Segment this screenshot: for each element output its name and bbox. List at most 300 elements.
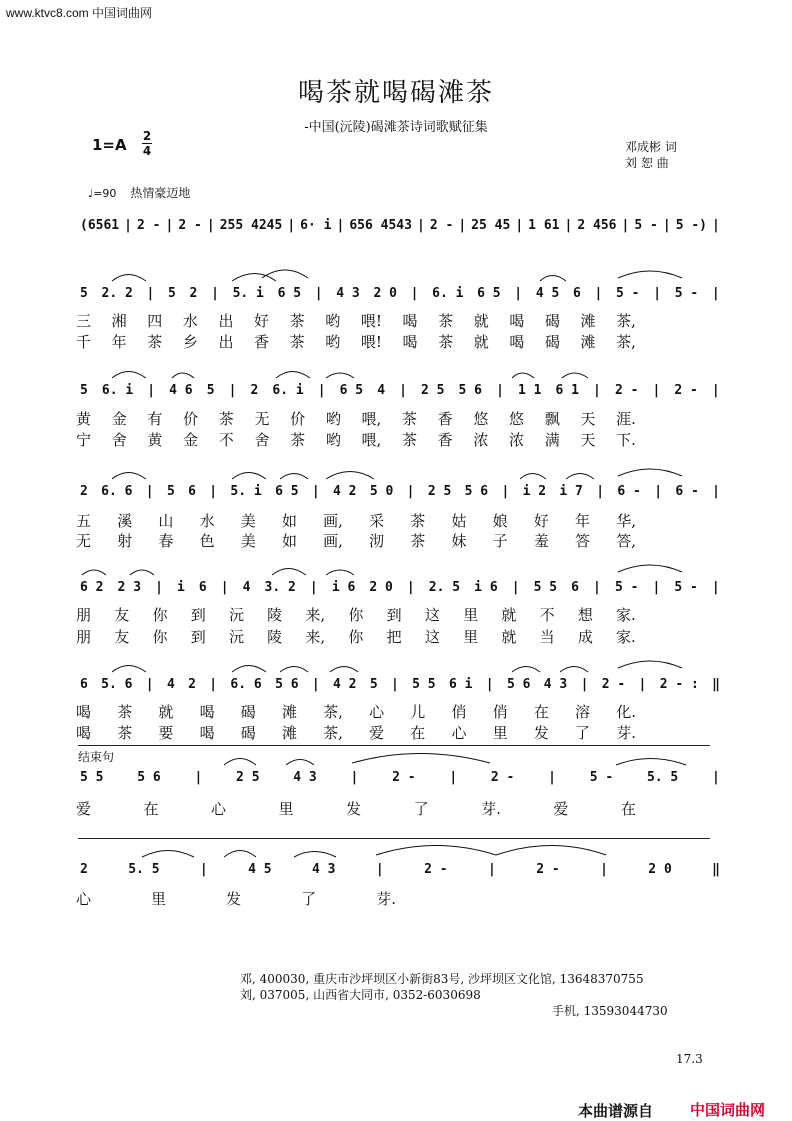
note-group: 5. i <box>230 484 262 499</box>
lyric-syllable: 朋 <box>76 628 92 646</box>
lyric-syllable: 三 <box>76 312 92 330</box>
lyric-syllable: 要 <box>158 724 174 742</box>
lyric-syllable: 就 <box>473 333 489 351</box>
barline: | <box>311 484 320 499</box>
lyric-syllable: 来, <box>305 628 326 646</box>
note-group: 4 2 <box>333 484 357 499</box>
note-group: 5 <box>206 383 215 398</box>
lyric-syllable: 好 <box>254 312 270 330</box>
note-group: 6 - <box>675 484 699 499</box>
barline: | <box>165 218 174 233</box>
lyric-syllable: 满 <box>544 431 560 449</box>
composer-credit: 刘 恕 曲 <box>625 156 669 170</box>
note-group: 4 <box>377 383 386 398</box>
barline: | <box>309 580 318 595</box>
barline: | <box>336 218 345 233</box>
lyric-syllable: 涯. <box>616 410 636 428</box>
lyric-syllable: 黄 <box>76 410 92 428</box>
barline: | <box>580 677 589 692</box>
slur <box>112 275 146 282</box>
note-group: 2 <box>80 484 88 499</box>
note-group: 5 - <box>589 770 614 785</box>
note-group: 656 4543 <box>349 218 412 233</box>
lyric-syllable: 喂! <box>360 312 382 330</box>
barline: | <box>501 484 510 499</box>
lyric-syllable: 哟 <box>325 333 341 351</box>
barline: | <box>652 580 661 595</box>
note-group: 2 - <box>137 218 161 233</box>
barline: | <box>375 862 384 877</box>
note-group: 2 3 <box>117 580 142 595</box>
lyric-syllable: 五 <box>76 512 92 530</box>
lyric-syllable: 了 <box>575 724 591 742</box>
note-group: 5 - <box>674 580 698 595</box>
lyric-syllable: 俏 <box>492 703 508 721</box>
lyric-syllable: 画, <box>323 512 343 530</box>
lyric-syllable: 芽. <box>376 890 396 908</box>
lyric-syllable: 儿 <box>410 703 426 721</box>
slur <box>618 469 682 476</box>
lyric-syllable: 爱 <box>553 800 569 818</box>
slur <box>618 271 682 278</box>
slur <box>224 851 256 858</box>
lyric-syllable: 喝 <box>199 703 215 721</box>
barline: | <box>593 383 601 398</box>
coda-label: 结束句 <box>78 750 115 764</box>
lyric-syllable: 爱 <box>76 800 92 818</box>
lyric-syllable: 茶 <box>117 724 133 742</box>
lyric-syllable: 就 <box>473 312 489 330</box>
barline: | <box>548 770 556 785</box>
lyric-syllable: 你 <box>152 606 168 624</box>
slur <box>326 373 354 378</box>
note-group: 2 5 <box>427 484 452 499</box>
slur <box>520 474 546 480</box>
note-group: 5 - <box>674 286 699 301</box>
lyric-syllable: 悠 <box>509 410 525 428</box>
barline: | <box>209 484 218 499</box>
lyric-syllable: 茶, <box>616 312 636 330</box>
lyric-syllable: 你 <box>348 628 364 646</box>
lyric-syllable: 你 <box>348 606 364 624</box>
slur <box>276 372 310 379</box>
slur <box>352 754 490 764</box>
lyric-syllable: 就 <box>158 703 174 721</box>
lyric-syllable: 滩 <box>580 312 596 330</box>
note-group: 4 3 <box>312 862 336 877</box>
barline: | <box>653 286 662 301</box>
barline: | <box>487 862 496 877</box>
slur <box>280 474 308 480</box>
note-group: 4 <box>242 580 251 595</box>
lyric-syllable: 你 <box>152 628 168 646</box>
note-group: 2 5 <box>236 770 260 785</box>
lyric-syllable: 爱 <box>369 724 385 742</box>
barline: | <box>145 677 154 692</box>
note-group: 2 - <box>429 218 454 233</box>
note-group: 6 <box>80 677 88 692</box>
barline: | <box>199 862 208 877</box>
note-group: 5 0 <box>369 484 394 499</box>
lyric-syllable: 如 <box>281 512 297 530</box>
note-group: 5. 6 <box>101 677 133 692</box>
lyric-syllable: 当 <box>539 628 555 646</box>
lyric-syllable: 天 <box>580 410 596 428</box>
lyric-syllable: 喝 <box>509 333 525 351</box>
barline: | <box>514 286 523 301</box>
lyric-syllable: 金 <box>111 410 127 428</box>
note-group: 6 5 <box>275 484 299 499</box>
slur <box>280 667 308 673</box>
lyric-syllable: 射 <box>117 532 133 550</box>
note-group: 2 <box>188 677 196 692</box>
lyric-syllable: 出 <box>218 333 234 351</box>
lyric-syllable: 茶 <box>147 333 163 351</box>
lyric-syllable: 香 <box>437 431 453 449</box>
lyric-syllable: 在 <box>533 703 549 721</box>
lyric-syllable: 喝 <box>402 333 418 351</box>
lyric-syllable: 不 <box>218 431 234 449</box>
lyric-syllable: 茶 <box>289 312 305 330</box>
lyric-syllable: 茶 <box>290 431 306 449</box>
barline: | <box>511 580 520 595</box>
lyric-syllable: 发 <box>346 800 362 818</box>
lyric-syllable: 哟 <box>325 312 341 330</box>
slur-group <box>82 270 686 857</box>
barline: | <box>712 770 720 785</box>
note-group: 6 <box>572 286 581 301</box>
note-group: 1 61 <box>528 218 560 233</box>
lyric-syllable: 陵 <box>267 606 283 624</box>
note-group: 6. 6 <box>101 484 133 499</box>
note-group: 2. 2 <box>101 286 133 301</box>
note-group: 4 6 <box>169 383 193 398</box>
lyric-syllable: 茶 <box>438 333 454 351</box>
note-group: 6 <box>188 484 196 499</box>
note-group: 2 - <box>674 383 698 398</box>
slur <box>618 661 682 668</box>
barline: | <box>711 580 720 595</box>
lyric-syllable: 里 <box>492 724 508 742</box>
note-group: 2 0 <box>373 286 397 301</box>
barline: | <box>662 218 671 233</box>
barline: | <box>416 218 425 233</box>
barline: | <box>515 218 524 233</box>
lyric-syllable: 沏 <box>369 532 385 550</box>
lyric-syllable: 乡 <box>182 333 198 351</box>
note-group: i 7 <box>559 484 583 499</box>
note-group: 5. 5 <box>128 862 160 877</box>
note-group: 2 0 <box>648 862 672 877</box>
barline: | <box>712 484 720 499</box>
lyric-syllable: 喝 <box>76 703 92 721</box>
barline: | <box>317 383 326 398</box>
lyric-syllable: 子 <box>492 532 508 550</box>
lyric-syllable: 价 <box>290 410 306 428</box>
barline: | <box>194 770 203 785</box>
note-group: 6. 6 <box>230 677 262 692</box>
note-group: 5 <box>166 484 175 499</box>
barline: | <box>391 677 399 692</box>
lyricist-credit: 邓成彬 词 <box>625 140 677 154</box>
note-group: 6 - <box>617 484 641 499</box>
lyric-syllable: 茶 <box>410 532 426 550</box>
lyric-syllable: 香 <box>437 410 453 428</box>
note-group: 6 5 <box>277 286 302 301</box>
slur <box>566 474 594 480</box>
lyric-syllable: 年 <box>111 333 127 351</box>
note-group: 2 - <box>490 770 515 785</box>
lyric-syllable: 家. <box>616 606 636 624</box>
time-sig-top: 2 <box>142 129 152 143</box>
lyric-syllable: 喂, <box>361 431 382 449</box>
contact-composer: 刘, 037005, 山西省大同市, 0352-6030698 <box>240 988 481 1002</box>
lyric-syllable: 俏 <box>451 703 467 721</box>
lyric-syllable: 下. <box>616 431 636 449</box>
note-group: 6. i <box>272 383 304 398</box>
slur <box>142 851 194 858</box>
note-group: 5 - <box>614 580 639 595</box>
note-group: 6 <box>571 580 579 595</box>
note-group: i 6 <box>474 580 498 595</box>
slur <box>618 565 682 572</box>
note-group: 2 <box>80 862 88 877</box>
lyric-syllable: 色 <box>199 532 215 550</box>
note-group: 5 <box>168 286 176 301</box>
lyric-syllable: 茶 <box>401 410 417 428</box>
note-group: 2 - <box>601 677 626 692</box>
contact-mobile: 手机, 13593044730 <box>552 1004 668 1018</box>
lyric-syllable: 就 <box>501 628 517 646</box>
lyric-syllable: 溪 <box>117 512 133 530</box>
note-group: 5. i <box>232 286 264 301</box>
note-group: 5 - <box>616 286 640 301</box>
lyric-syllable: 沅 <box>228 628 244 646</box>
site-header[interactable]: www.ktvc8.com 中国词曲网 <box>6 6 153 20</box>
slur <box>616 759 686 766</box>
barline: | <box>621 218 630 233</box>
lyric-syllable: 心 <box>369 703 385 721</box>
lyric-syllable: 里 <box>151 890 167 908</box>
note-group: 5 6 <box>464 484 489 499</box>
lyric-syllable: 采 <box>369 512 385 530</box>
slur <box>376 846 496 856</box>
note-group: 6 i <box>448 677 473 692</box>
note-group: 2. 5 <box>428 580 461 595</box>
barline: | <box>449 770 458 785</box>
note-group: 2 - <box>178 218 202 233</box>
footer-source-label: 本曲谱源自 <box>578 1102 654 1120</box>
lyric-syllable: 陵 <box>267 628 283 646</box>
note-group: 2 - <box>614 383 639 398</box>
lyric-syllable: 千 <box>76 333 92 351</box>
lyric-syllable: 了 <box>413 800 429 818</box>
barline: | <box>458 218 467 233</box>
lyric-syllable: 浓 <box>509 431 525 449</box>
slur <box>512 373 534 378</box>
note-group: 5 <box>369 677 378 692</box>
note-group: 5 -) <box>675 218 707 233</box>
note-group: 4 3 <box>293 770 317 785</box>
note-group: 255 4245 <box>219 218 283 233</box>
lyric-syllable: 想 <box>577 606 593 624</box>
lyric-syllable: 黄 <box>147 431 163 449</box>
lyric-syllable: 喂, <box>361 410 382 428</box>
lyric-syllable: 到 <box>190 606 206 624</box>
lyric-syllable: 无 <box>254 410 270 428</box>
note-group: i 6 <box>331 580 356 595</box>
lyric-syllable: 金 <box>183 431 199 449</box>
note-group: 6 1 <box>555 383 579 398</box>
slur <box>112 473 146 480</box>
slur <box>540 276 566 282</box>
lyric-syllable: 价 <box>183 410 199 428</box>
lyric-syllable: 滩 <box>281 703 297 721</box>
lyric-syllable: 羞 <box>533 532 549 550</box>
lyric-syllable: 华, <box>616 512 636 530</box>
note-group: 6· i <box>300 218 332 233</box>
note-group: 5 5 <box>533 580 558 595</box>
lyric-syllable: 芽. <box>481 800 501 818</box>
lyric-syllable: 心 <box>211 800 227 818</box>
note-group: 4 3 <box>543 677 568 692</box>
slur <box>294 852 336 858</box>
lyric-syllable: 茶, <box>616 333 636 351</box>
note-group: 2 - : <box>659 677 699 692</box>
lyric-syllable: 出 <box>218 312 234 330</box>
lyric-syllable: 茶 <box>438 312 454 330</box>
lyric-syllable: 发 <box>226 890 242 908</box>
barline: | <box>147 383 156 398</box>
note-group: 25 45 <box>471 218 511 233</box>
lyric-syllable: 把 <box>386 628 402 646</box>
barline: | <box>145 484 154 499</box>
barline: ‖ <box>712 677 720 692</box>
lyric-syllable: 天 <box>580 431 596 449</box>
lyric-syllable: 哟 <box>325 431 341 449</box>
note-group: 5 6 <box>137 770 161 785</box>
tempo-value: ♩=90 <box>88 187 117 200</box>
lyric-syllable: 滩 <box>580 333 596 351</box>
note-group: 2 0 <box>369 580 393 595</box>
key-signature: 1=A <box>92 136 127 154</box>
note-group: 6. i <box>101 383 134 398</box>
slur <box>112 372 146 379</box>
lyric-syllable: 碣 <box>544 333 560 351</box>
lyric-syllable: 不 <box>539 606 555 624</box>
barline: ‖ <box>712 862 720 877</box>
lyric-syllable: 这 <box>424 606 440 624</box>
lyric-syllable: 在 <box>410 724 426 742</box>
lyric-syllable: 茶 <box>401 431 417 449</box>
note-group: 5 - <box>634 218 658 233</box>
lyric-syllable: 宁 <box>76 431 92 449</box>
barline: | <box>206 218 215 233</box>
barline: | <box>712 218 720 233</box>
barline: | <box>287 218 296 233</box>
lyric-syllable: 这 <box>424 628 440 646</box>
barline: | <box>406 580 415 595</box>
barline: | <box>220 580 229 595</box>
note-group: 3. 2 <box>264 580 296 595</box>
barline: | <box>652 383 661 398</box>
barline: | <box>638 677 647 692</box>
lyric-syllable: 成 <box>577 628 593 646</box>
lyric-syllable: 姑 <box>451 512 467 530</box>
lyric-syllable: 如 <box>281 532 297 550</box>
note-group: 5 5 <box>80 770 104 785</box>
slur <box>232 274 276 282</box>
note-group: 2 - <box>536 862 560 877</box>
lyric-syllable: 朋 <box>76 606 92 624</box>
lyric-syllable: 舍 <box>254 431 270 449</box>
note-group: 6. i <box>432 286 464 301</box>
slur <box>224 759 256 766</box>
barline: | <box>399 383 407 398</box>
lyric-syllable: 友 <box>114 606 130 624</box>
lyric-syllable: 里 <box>278 800 294 818</box>
note-group: 2 - <box>392 770 416 785</box>
barline: | <box>155 580 163 595</box>
slur <box>560 667 588 673</box>
slur <box>232 473 266 480</box>
lyric-syllable: 娘 <box>492 512 508 530</box>
slur <box>112 666 146 673</box>
lyric-syllable: 香 <box>254 333 270 351</box>
slur <box>172 373 194 378</box>
lyric-syllable: 来, <box>305 606 326 624</box>
note-group: 5 <box>80 286 88 301</box>
note-group: 2 <box>250 383 259 398</box>
slur <box>232 666 266 673</box>
lyric-syllable: 喝 <box>199 724 215 742</box>
lyric-syllable: 碣 <box>240 724 256 742</box>
note-group: 2 5 <box>420 383 445 398</box>
barline: | <box>314 286 323 301</box>
lyric-syllable: 友 <box>114 628 130 646</box>
lyric-syllable: 了 <box>301 890 317 908</box>
barline: | <box>600 862 608 877</box>
lyric-syllable: 茶, <box>323 724 343 742</box>
lyric-syllable: 喂! <box>360 333 382 351</box>
lyric-syllable: 里 <box>463 606 479 624</box>
lyric-syllable: 答, <box>616 532 636 550</box>
lyric-syllable: 年 <box>575 512 591 530</box>
note-group: (6561 <box>80 218 120 233</box>
time-sig-bottom: 4 <box>142 144 152 158</box>
lyric-syllable: 舍 <box>111 431 127 449</box>
note-group: 5 6 <box>458 383 482 398</box>
note-group: 1 1 <box>517 383 542 398</box>
note-group: 4 <box>166 677 175 692</box>
lyric-syllable: 在 <box>620 800 636 818</box>
slur <box>330 667 358 673</box>
barline: | <box>596 484 605 499</box>
slur <box>496 846 606 856</box>
note-group: 4 5 <box>248 862 272 877</box>
note-group: 6 5 <box>339 383 364 398</box>
note-group: i <box>176 580 185 595</box>
lyric-syllable: 答 <box>575 532 591 550</box>
note-group: 6 2 <box>80 580 104 595</box>
lyric-syllable: 茶 <box>289 333 305 351</box>
lyric-syllable: 沅 <box>228 606 244 624</box>
lyric-syllable: 就 <box>501 606 517 624</box>
footer-site-link[interactable]: 中国词曲网 <box>690 1101 766 1119</box>
lyric-syllable: 碣 <box>544 312 560 330</box>
note-group: 6 <box>198 580 207 595</box>
barline: | <box>594 286 603 301</box>
